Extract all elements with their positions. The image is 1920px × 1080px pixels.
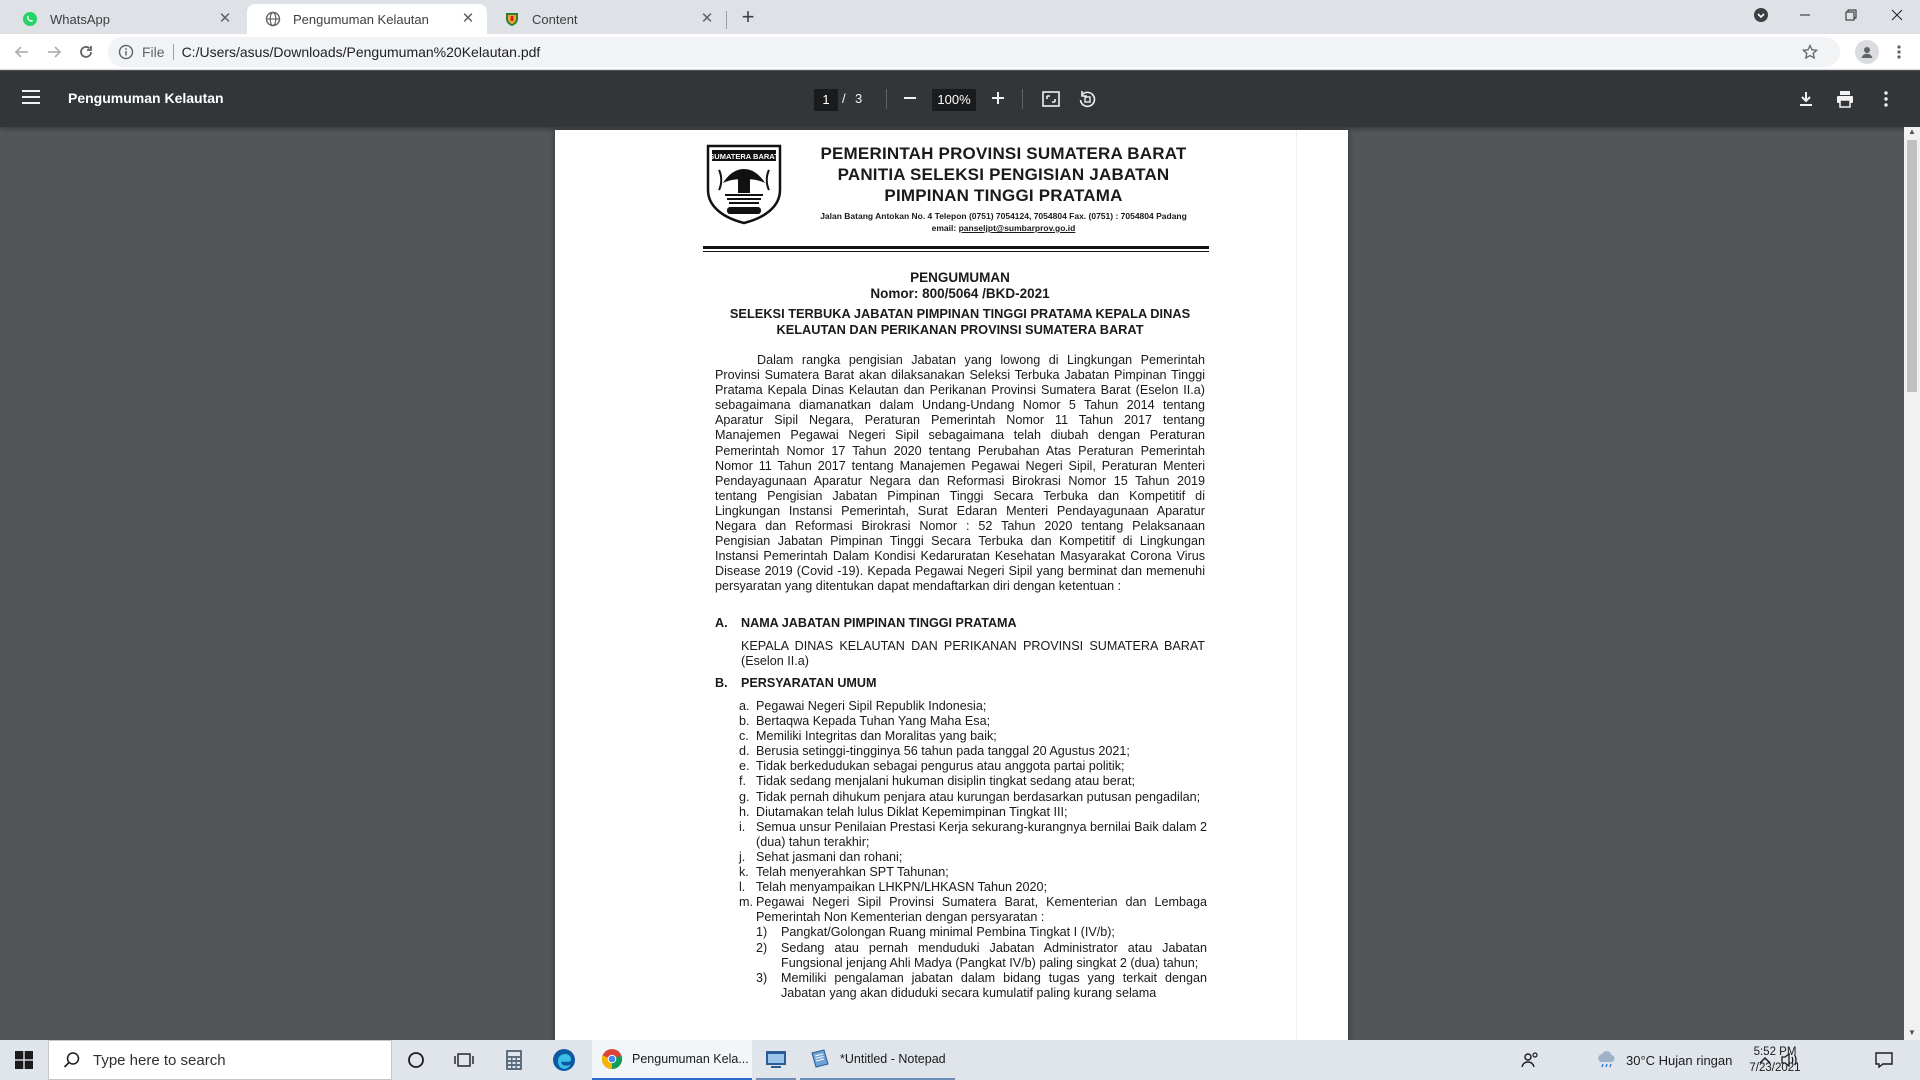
list-item: k. Telah menyerahkan SPT Tahunan; bbox=[739, 865, 949, 880]
intro-paragraph: Dalam rangka pengisian Jabatan yang lowong di Lingkungan Pemerintah Provinsi Sumatera Barat akan dilaksanakan Seleksi Terbuka Jabatan Pimpinan Tinggi Pratama Kepala Dinas Kelautan dan Perikanan Provinsi Sumatera Barat (Eselon II.a) sebagaimana diamanatkan dalam Undang-Undang Nomor 5 Tahun 2014 tentang Aparatur Sipil Negara, Peraturan Pemerintah Nomor 11 Tahun 2017 tentang Manajemen Pegawai Negeri Sipil sebagaimana telah diubah dengan Peraturan Pemerintah Nomor 17 Tahun 2020 tentang Perubahan Atas Peraturan Pemerintah Nomor 11 Tahun 2017 tentang Manajemen Pegawai Negeri Sipil, Peraturan Menteri Pendayagunaan Aparatur Negara dan Reformasi Birokrasi Nomor 15 Tahun 2019 tentang Pengisian Jabatan Pimpinan Tinggi Secara Terbuka dan Kompetitif di Lingkungan Instansi Pemerintah, Surat Edaran Menteri Pendayagunaan Aparatur Negara dan Reformasi Birokrasi Nomor : 52 Tahun 2020 tentang Pelaksanaan Pengisian Jabatan Pimpinan Tinggi Secara Terbuka dan Kompetitif di Lingkungan Instansi Pemerintah Dalam Kondisi Kedaruratan Kesehatan Masyarakat Corona Virus Disease 2019 (Covid -19). Kepada Pegawai Negeri Sipil yang berminat dan memenuhi persyaratan yang ditentukan dapat mendaftarkan diri dengan ketentuan : bbox=[715, 353, 1205, 594]
tab-search-button[interactable] bbox=[1738, 0, 1784, 30]
list-item: a. Pegawai Negeri Sipil Republik Indonesia; bbox=[739, 699, 987, 713]
search-placeholder: Type here to search bbox=[93, 1051, 226, 1069]
chevron-down-circle-icon bbox=[1753, 7, 1769, 23]
rotate-icon[interactable] bbox=[1077, 89, 1097, 109]
tab-title: Content bbox=[532, 11, 578, 27]
vertical-scrollbar[interactable] bbox=[1904, 127, 1920, 1040]
arrow-right-icon bbox=[46, 44, 62, 60]
windows-logo-icon bbox=[15, 1051, 33, 1069]
page-separator: / bbox=[842, 91, 846, 106]
edge-icon[interactable] bbox=[540, 1040, 588, 1080]
scrollbar-thumb[interactable] bbox=[1907, 140, 1917, 392]
provincial-crest-logo bbox=[705, 143, 783, 225]
start-button[interactable] bbox=[0, 1040, 48, 1080]
clock-date: 7/23/2021 bbox=[1749, 1062, 1801, 1074]
section-b bbox=[715, 676, 1205, 691]
browser-toolbar bbox=[0, 34, 1920, 70]
close-window-button[interactable] bbox=[1874, 0, 1920, 30]
email-link[interactable]: panseljpt@sumbarprov.go.id bbox=[958, 223, 1076, 233]
announcement-title: PENGUMUMAN bbox=[910, 270, 1010, 285]
tab-separator bbox=[726, 11, 727, 29]
letterhead-rule bbox=[703, 251, 1209, 252]
new-tab-button[interactable]: + bbox=[741, 4, 755, 29]
plus-icon bbox=[991, 91, 1005, 105]
letterhead-rule bbox=[703, 246, 1209, 249]
tab-whatsapp[interactable] bbox=[4, 4, 244, 34]
list-item: 1) Pangkat/Golongan Ruang minimal Pembina Tingkat I (IV/b); bbox=[756, 925, 1115, 940]
pdf-viewport[interactable] bbox=[0, 127, 1904, 1040]
pdf-viewer-toolbar bbox=[0, 71, 1920, 127]
sub-requirements-list bbox=[756, 925, 1207, 1000]
tab-pengumuman-kelautan[interactable] bbox=[247, 4, 487, 34]
tab-content[interactable] bbox=[486, 4, 726, 34]
rain-cloud-icon bbox=[1596, 1050, 1618, 1070]
list-item: i. Semua unsur Penilaian Prestasi Kerja sekurang-kurangnya bernilai Baik dalam 2 (dua) tahun terakhir; bbox=[739, 819, 1207, 849]
download-icon[interactable] bbox=[1796, 89, 1816, 109]
more-actions-icon[interactable] bbox=[1876, 89, 1896, 109]
taskbar-app-notepad[interactable] bbox=[800, 1040, 955, 1080]
cortana-icon[interactable] bbox=[392, 1040, 440, 1080]
section-label: A. bbox=[715, 616, 728, 630]
section-title: NAMA JABATAN PIMPINAN TINGGI PRATAMA bbox=[741, 616, 1017, 630]
task-view-icon[interactable] bbox=[440, 1040, 488, 1080]
close-icon bbox=[1891, 9, 1903, 21]
print-icon[interactable] bbox=[1835, 89, 1855, 109]
calculator-icon[interactable] bbox=[490, 1040, 538, 1080]
taskbar-app-label: *Untitled - Notepad bbox=[840, 1052, 946, 1066]
restore-icon bbox=[1845, 9, 1857, 21]
browser-menu-icon[interactable] bbox=[1889, 40, 1909, 64]
zoom-out-button[interactable] bbox=[900, 87, 920, 111]
list-item: j. Sehat jasmani dan rohani; bbox=[739, 849, 903, 864]
chrome-icon bbox=[600, 1047, 624, 1071]
letterhead-line: PANITIA SELEKSI PENGISIAN JABATAN bbox=[837, 165, 1170, 184]
list-item: f. Tidak sedang menjalani hukuman disiplin tingkat sedang atau berat; bbox=[739, 774, 1135, 789]
close-icon[interactable]: ✕ bbox=[700, 10, 714, 27]
pdf-title: Pengumuman Kelautan bbox=[68, 90, 224, 106]
taskbar-app-explorer[interactable] bbox=[756, 1040, 796, 1080]
letterhead-text bbox=[787, 143, 1220, 234]
list-item: h. Diutamakan telah lulus Diklat Kepemimpinan Tingkat III; bbox=[739, 804, 1068, 819]
minimize-button[interactable] bbox=[1782, 0, 1828, 30]
people-icon[interactable] bbox=[1520, 1040, 1540, 1080]
letterhead-line: PEMERINTAH PROVINSI SUMATERA BARAT bbox=[820, 144, 1187, 163]
list-item: d. Berusia setinggi-tingginya 56 tahun pada tanggal 20 Agustus 2021; bbox=[739, 744, 1130, 759]
pdf-page[interactable] bbox=[555, 130, 1348, 1040]
letterhead bbox=[705, 143, 1220, 238]
sidebar-menu-icon[interactable] bbox=[22, 89, 46, 109]
system-clock[interactable] bbox=[1735, 1044, 1815, 1076]
zoom-in-button[interactable] bbox=[988, 87, 1008, 111]
svg-text:SUMATERA BARAT: SUMATERA BARAT bbox=[709, 152, 779, 161]
reload-icon bbox=[78, 44, 94, 60]
list-item: c. Memiliki Integritas dan Moralitas yang baik; bbox=[739, 729, 997, 744]
info-icon[interactable] bbox=[118, 44, 134, 60]
list-item: b. Bertaqwa Kepada Tuhan Yang Maha Esa; bbox=[739, 714, 991, 729]
section-label: B. bbox=[715, 676, 728, 690]
close-icon[interactable]: ✕ bbox=[461, 10, 475, 27]
tab-strip bbox=[0, 0, 1920, 34]
list-item: g. Tidak pernah dihukum penjara atau kurungan berdasarkan putusan pengadilan; bbox=[739, 789, 1201, 804]
restore-button[interactable] bbox=[1828, 0, 1874, 30]
whatsapp-icon bbox=[22, 11, 38, 27]
scan-artifact bbox=[1296, 130, 1297, 1040]
forward-button[interactable] bbox=[42, 40, 66, 64]
list-item: l. Telah menyampaikan LHKPN/LHKASN Tahun 2020; bbox=[739, 880, 1047, 895]
tab-title: Pengumuman Kelautan bbox=[293, 11, 429, 27]
letterhead-address: Jalan Batang Antokan No. 4 Telepon (0751) 7054124, 7054804 Fax. (0751) : 7054804 Padang bbox=[820, 211, 1187, 221]
section-a-body: KEPALA DINAS KELAUTAN DAN PERIKANAN PROVINSI SUMATERA BARAT (Eselon II.a) bbox=[741, 639, 1205, 669]
clock-time: 5:52 PM bbox=[1753, 1046, 1797, 1058]
minus-icon bbox=[903, 91, 917, 105]
notepad-icon bbox=[808, 1047, 832, 1071]
tab-title: WhatsApp bbox=[50, 11, 110, 27]
letterhead-email-row bbox=[787, 222, 1220, 234]
crest-favicon-icon bbox=[504, 11, 520, 27]
divider bbox=[886, 89, 887, 109]
minimize-icon bbox=[1799, 9, 1811, 21]
taskbar-app-chrome[interactable] bbox=[592, 1040, 752, 1080]
arrow-left-icon bbox=[14, 44, 30, 60]
subject-line: KELAUTAN DAN PERIKANAN PROVINSI SUMATERA BARAT bbox=[776, 322, 1144, 337]
letterhead-line: PIMPINAN TINGGI PRATAMA bbox=[884, 186, 1123, 205]
weather-text: 30°C Hujan ringan bbox=[1626, 1052, 1733, 1068]
bookmark-star-icon[interactable] bbox=[1802, 44, 1818, 60]
fit-page-icon[interactable] bbox=[1041, 89, 1061, 109]
list-item: e. Tidak berkedudukan sebagai pengurus atau anggota partai politik; bbox=[739, 759, 1125, 774]
notification-center-icon[interactable] bbox=[1874, 1050, 1894, 1070]
weather-widget[interactable] bbox=[1596, 1040, 1732, 1080]
windows-taskbar bbox=[0, 1040, 1920, 1080]
list-item: 2) Sedang atau pernah menduduki Jabatan Administrator atau Jabatan Fungsional jenjang Ahli Madya (Pangkat IV/b) paling singkat 2 (dua) tahun; bbox=[756, 940, 1207, 970]
reload-button[interactable] bbox=[74, 40, 98, 64]
scroll-down-arrow-icon[interactable]: ▼ bbox=[1908, 1028, 1916, 1037]
page-number-input[interactable]: 1 bbox=[814, 89, 838, 111]
address-bar[interactable] bbox=[108, 37, 1840, 67]
list-item: m. Pegawai Negeri Sipil Provinsi Sumatera Barat, Kementerian dan Lembaga Pemerintah Non Kementerian dengan persyaratan : bbox=[739, 895, 1207, 925]
email-label: email: bbox=[931, 223, 957, 233]
url-scheme: File bbox=[142, 44, 165, 60]
globe-icon bbox=[265, 11, 281, 27]
announcement-heading bbox=[715, 270, 1205, 302]
section-a bbox=[715, 616, 1205, 631]
profile-avatar-icon[interactable] bbox=[1855, 40, 1879, 64]
scroll-up-arrow-icon[interactable]: ▲ bbox=[1908, 127, 1916, 136]
announcement-subject bbox=[715, 306, 1205, 338]
list-item: 3) Memiliki pengalaman jabatan dalam bidang tugas yang terkait dengan Jabatan yang akan diduduki secara kumulatif paling kurang selama bbox=[756, 970, 1207, 1000]
requirements-list bbox=[739, 699, 1207, 1001]
search-icon bbox=[63, 1051, 81, 1069]
taskbar-search-input[interactable] bbox=[48, 1040, 392, 1080]
back-button[interactable] bbox=[10, 40, 34, 64]
close-icon[interactable]: ✕ bbox=[218, 10, 232, 27]
divider bbox=[173, 44, 174, 60]
zoom-level-input[interactable]: 100% bbox=[932, 89, 976, 111]
subject-line: SELEKSI TERBUKA JABATAN PIMPINAN TINGGI PRATAMA KEPALA DINAS bbox=[729, 306, 1191, 321]
page-total: 3 bbox=[855, 91, 863, 106]
announcement-number: Nomor: 800/5064 /BKD-2021 bbox=[870, 286, 1050, 301]
divider bbox=[1022, 89, 1023, 109]
url-text[interactable]: C:/Users/asus/Downloads/Pengumuman%20Kelautan.pdf bbox=[181, 44, 541, 60]
window-app-icon bbox=[764, 1047, 788, 1071]
taskbar-app-label: Pengumuman Kela... bbox=[632, 1052, 749, 1066]
section-title: PERSYARATAN UMUM bbox=[741, 676, 877, 690]
